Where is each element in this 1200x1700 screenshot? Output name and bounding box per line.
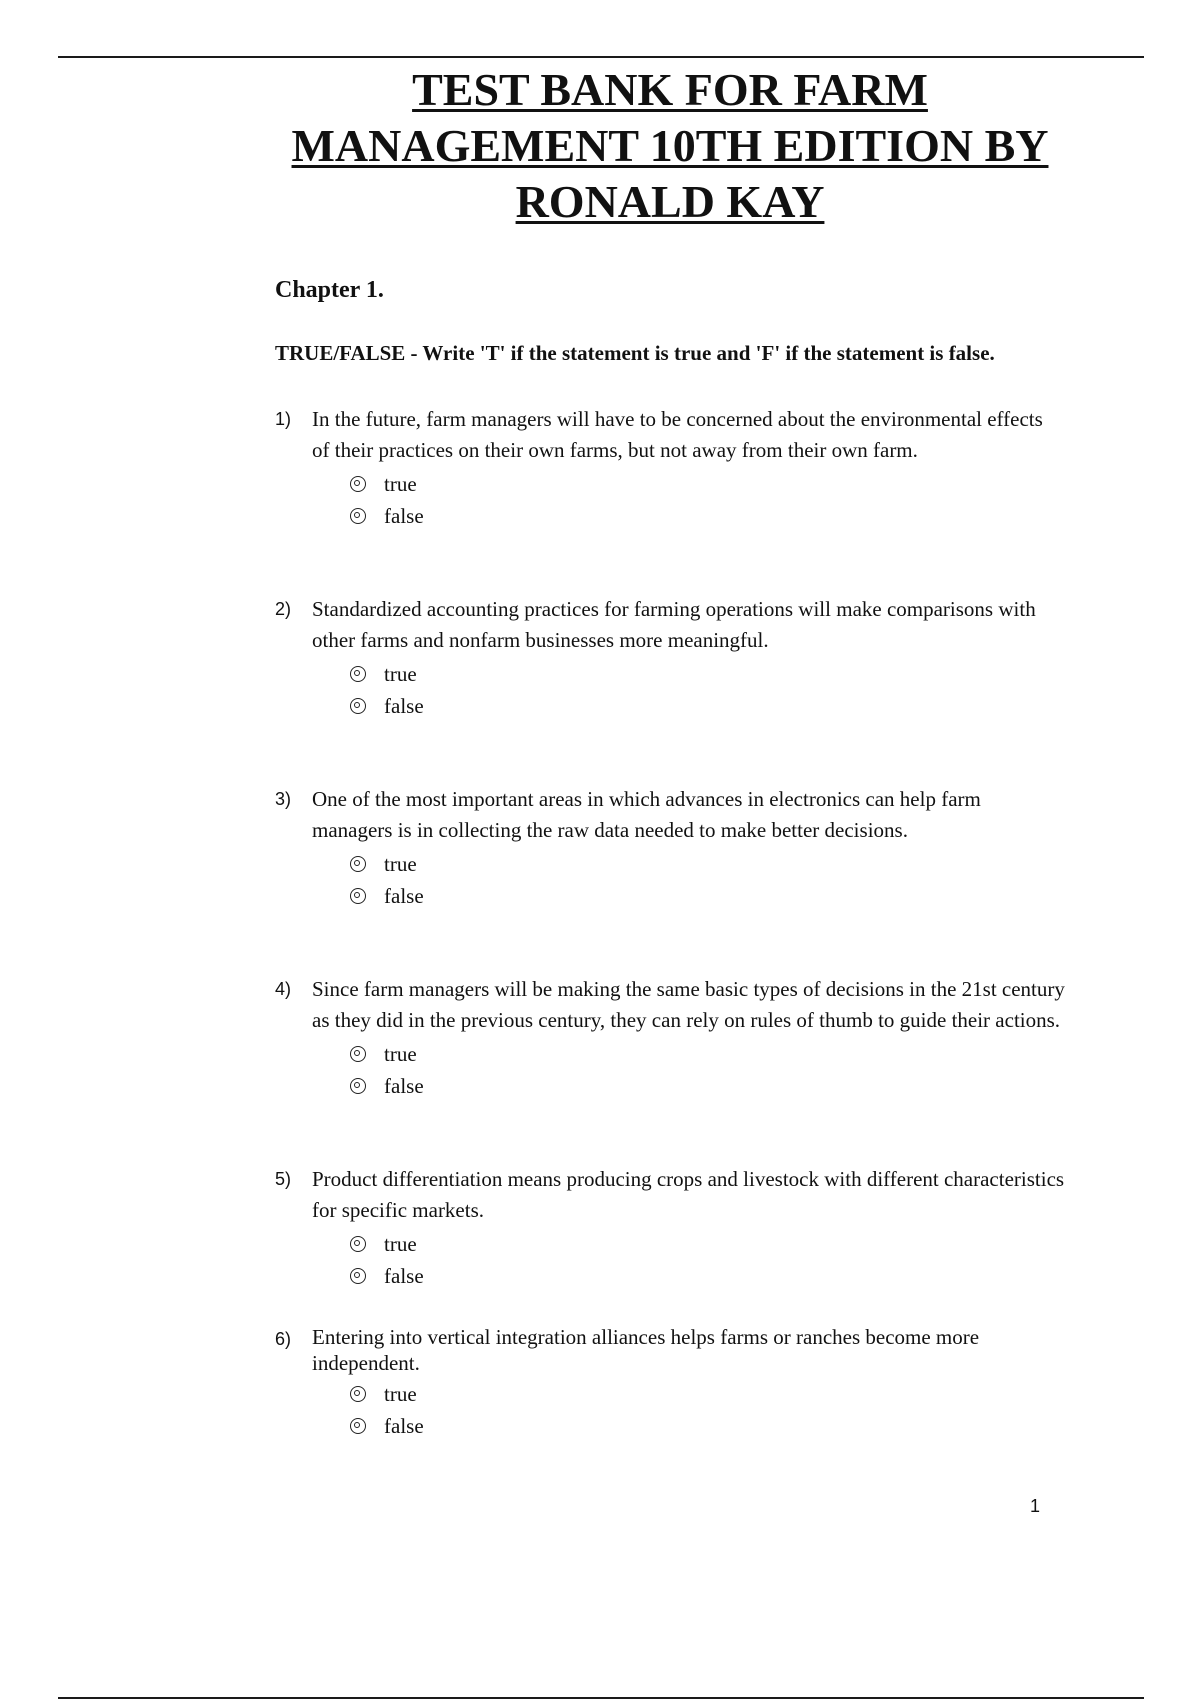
- bottom-rule: [58, 1697, 1144, 1699]
- question-text: Since farm managers will be making the same basic types of decisions in the 21st century as they did in the previous century, they can rely on rules of thumb to guide their actions.: [312, 977, 1065, 1032]
- option-label: true: [384, 1041, 417, 1066]
- question-3: [275, 784, 1065, 912]
- section-instructions: TRUE/FALSE - Write 'T' if the statement is true and 'F' if the statement is false.: [275, 341, 995, 365]
- question-text: One of the most important areas in which advances in electronics can help farm managers is in collecting the raw data needed to make better decisions.: [312, 787, 981, 842]
- question-number: 6): [275, 1329, 292, 1349]
- radio-icon[interactable]: [350, 1386, 366, 1402]
- top-rule: [58, 56, 1144, 58]
- answer-options: [350, 848, 1065, 912]
- question-4: [275, 974, 1065, 1102]
- question-text: Product differentiation means producing crops and livestock with different characteristics for specific markets.: [312, 1167, 1065, 1222]
- option-false[interactable]: [350, 880, 1065, 912]
- page-number: 1: [1029, 1496, 1040, 1516]
- option-label: false: [384, 1413, 424, 1438]
- question-6: [275, 1324, 1065, 1442]
- option-label: true: [384, 661, 417, 686]
- radio-icon[interactable]: [350, 698, 366, 714]
- radio-icon[interactable]: [350, 1078, 366, 1094]
- option-label: false: [384, 883, 424, 908]
- radio-icon[interactable]: [350, 666, 366, 682]
- radio-icon[interactable]: [350, 1418, 366, 1434]
- option-true[interactable]: [350, 848, 1065, 880]
- option-label: true: [384, 1381, 417, 1406]
- document-title: TEST BANK FOR FARM MANAGEMENT 10TH EDITION BY RONALD KAY: [291, 64, 1049, 227]
- answer-options: [350, 1378, 1065, 1442]
- option-label: false: [384, 503, 424, 528]
- question-number: 2): [275, 599, 292, 619]
- option-true[interactable]: [350, 468, 1065, 500]
- option-false[interactable]: [350, 500, 1065, 532]
- radio-icon[interactable]: [350, 476, 366, 492]
- radio-icon[interactable]: [350, 1268, 366, 1284]
- question-number: 3): [275, 789, 292, 809]
- option-label: true: [384, 851, 417, 876]
- question-2: [275, 594, 1065, 722]
- option-label: true: [384, 1231, 417, 1256]
- answer-options: [350, 658, 1065, 722]
- question-1: [275, 404, 1065, 532]
- answer-options: [350, 1228, 1065, 1292]
- radio-icon[interactable]: [350, 1046, 366, 1062]
- option-label: true: [384, 471, 417, 496]
- question-text: Entering into vertical integration alliances helps farms or ranches become more independent.: [312, 1325, 980, 1375]
- radio-icon[interactable]: [350, 888, 366, 904]
- option-false[interactable]: [350, 690, 1065, 722]
- answer-options: [350, 1038, 1065, 1102]
- option-false[interactable]: [350, 1260, 1065, 1292]
- option-true[interactable]: [350, 658, 1065, 690]
- question-number: 4): [275, 979, 292, 999]
- chapter-heading: Chapter 1.: [275, 277, 384, 303]
- option-false[interactable]: [350, 1070, 1065, 1102]
- option-label: false: [384, 1263, 424, 1288]
- radio-icon[interactable]: [350, 1236, 366, 1252]
- option-true[interactable]: [350, 1228, 1065, 1260]
- option-true[interactable]: [350, 1378, 1065, 1410]
- option-false[interactable]: [350, 1410, 1065, 1442]
- question-5: [275, 1164, 1065, 1292]
- option-true[interactable]: [350, 1038, 1065, 1070]
- question-text: Standardized accounting practices for farming operations will make comparisons with other farms and nonfarm businesses more meaningful.: [312, 597, 1036, 652]
- radio-icon[interactable]: [350, 508, 366, 524]
- option-label: false: [384, 693, 424, 718]
- question-text: In the future, farm managers will have to be concerned about the environmental effects of their practices on their own farms, but not away from their own farm.: [312, 407, 1043, 462]
- question-number: 5): [275, 1169, 292, 1189]
- option-label: false: [384, 1073, 424, 1098]
- radio-icon[interactable]: [350, 856, 366, 872]
- answer-options: [350, 468, 1065, 532]
- question-number: 1): [275, 409, 292, 429]
